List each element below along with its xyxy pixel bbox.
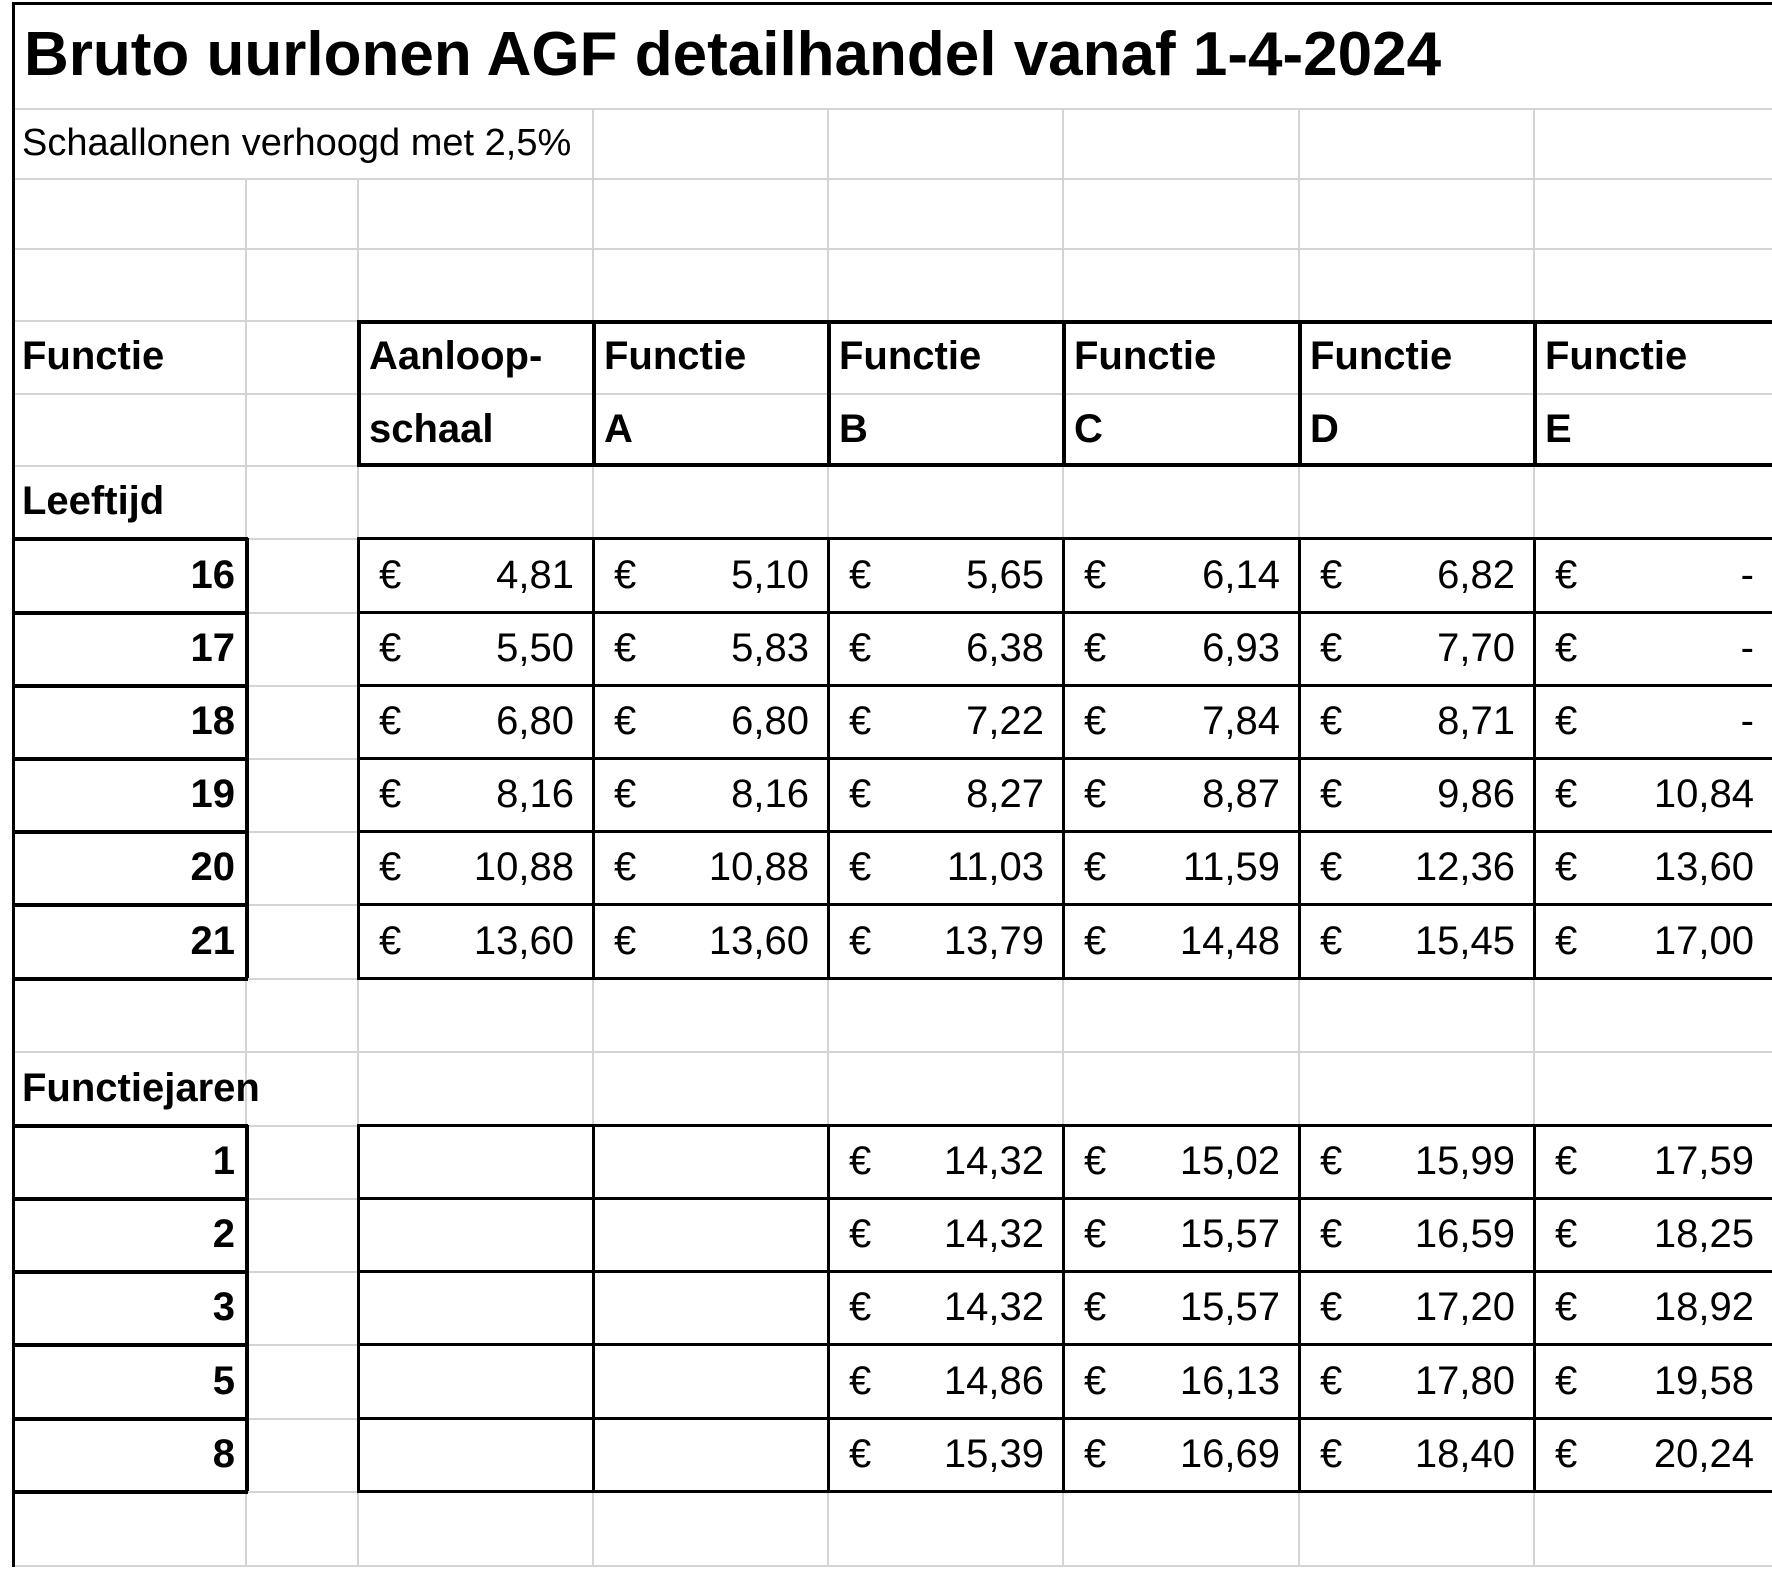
wage-value: 6,80 xyxy=(731,699,809,743)
wage-value: 5,50 xyxy=(496,626,574,670)
column-header-1-line1: Aanloop- xyxy=(369,334,543,378)
currency-symbol: € xyxy=(1555,1285,1578,1329)
currency-symbol: € xyxy=(1320,1358,1343,1403)
currency-symbol: € xyxy=(379,845,402,889)
wage-value: 13,60 xyxy=(473,918,574,963)
row-key: 18 xyxy=(190,699,235,743)
currency-symbol: € xyxy=(614,626,637,670)
currency-symbol: € xyxy=(1320,845,1343,889)
currency-symbol: € xyxy=(379,552,402,597)
wage-value: 7,84 xyxy=(1202,699,1280,743)
currency-symbol: € xyxy=(1084,1285,1107,1329)
row-key: 3 xyxy=(212,1285,235,1329)
cell-border xyxy=(1533,320,1537,465)
row-key: 21 xyxy=(190,918,235,963)
cell-border xyxy=(245,1125,249,1491)
wage-value: 8,27 xyxy=(966,772,1044,816)
currency-symbol: € xyxy=(1555,626,1578,670)
column-header-5-line2: D xyxy=(1310,406,1339,451)
row-key: 17 xyxy=(190,626,235,670)
wage-value: 15,57 xyxy=(1179,1212,1280,1256)
wage-value: 14,48 xyxy=(1179,918,1280,963)
wage-value: 7,70 xyxy=(1437,626,1515,670)
currency-symbol: € xyxy=(379,918,402,963)
currency-symbol: € xyxy=(849,918,872,963)
currency-symbol: € xyxy=(379,699,402,743)
cell-border xyxy=(1298,1125,1301,1491)
wage-value: 15,39 xyxy=(943,1432,1044,1476)
row-key: 2 xyxy=(212,1212,235,1256)
section-label-2: Functiejaren xyxy=(22,1065,260,1110)
wage-value: 5,83 xyxy=(731,626,809,670)
wage-value: 10,84 xyxy=(1653,772,1754,816)
cell-border xyxy=(1533,1125,1536,1491)
cell-border xyxy=(1298,320,1302,465)
wage-value: 6,82 xyxy=(1437,552,1515,597)
currency-symbol: € xyxy=(1320,552,1343,597)
wage-value: 18,25 xyxy=(1653,1212,1754,1256)
currency-symbol: € xyxy=(849,1212,872,1256)
currency-symbol: € xyxy=(614,845,637,889)
wage-value: 14,32 xyxy=(943,1285,1044,1329)
section-label-1: Leeftijd xyxy=(22,479,165,523)
wage-value: 6,93 xyxy=(1202,626,1280,670)
currency-symbol: € xyxy=(1555,1212,1578,1256)
currency-symbol: € xyxy=(1320,1212,1343,1256)
currency-symbol: € xyxy=(849,1285,872,1329)
wage-value: 7,22 xyxy=(966,699,1044,743)
currency-symbol: € xyxy=(614,699,637,743)
wage-value: 4,81 xyxy=(496,552,574,597)
gridline xyxy=(12,178,1772,180)
currency-symbol: € xyxy=(1084,772,1107,816)
wage-value: - xyxy=(1740,626,1754,670)
wage-value: 8,71 xyxy=(1437,699,1515,743)
wage-value: 6,14 xyxy=(1202,552,1280,597)
wage-value: 17,80 xyxy=(1414,1358,1515,1403)
row-key: 19 xyxy=(190,772,235,816)
wage-value: 13,79 xyxy=(943,918,1044,963)
column-header-6-line2: E xyxy=(1545,406,1572,451)
wage-value: 13,60 xyxy=(708,918,809,963)
currency-symbol: € xyxy=(1084,699,1107,743)
currency-symbol: € xyxy=(849,1358,872,1403)
currency-symbol: € xyxy=(1555,552,1578,597)
currency-symbol: € xyxy=(1084,1139,1107,1183)
wage-value: 5,10 xyxy=(731,552,809,597)
wage-value: 19,58 xyxy=(1653,1358,1754,1403)
column-header-2-line2: A xyxy=(604,406,633,451)
currency-symbol: € xyxy=(1084,552,1107,597)
currency-symbol: € xyxy=(1084,1358,1107,1403)
wage-value: 5,65 xyxy=(966,552,1044,597)
wage-value: 15,02 xyxy=(1179,1139,1280,1183)
wage-value: 15,45 xyxy=(1414,918,1515,963)
wage-value: 6,38 xyxy=(966,626,1044,670)
currency-symbol: € xyxy=(614,772,637,816)
currency-symbol: € xyxy=(849,699,872,743)
currency-symbol: € xyxy=(1084,918,1107,963)
wage-value: 17,00 xyxy=(1653,918,1754,963)
wage-value: 10,88 xyxy=(708,845,809,889)
page-title: Bruto uurlonen AGF detailhandel vanaf 1-4-2024 xyxy=(24,19,1442,89)
currency-symbol: € xyxy=(1555,772,1578,816)
currency-symbol: € xyxy=(1555,699,1578,743)
cell-border xyxy=(1062,320,1066,465)
column-header-4-line2: C xyxy=(1074,406,1103,451)
gridline xyxy=(12,1565,1772,1567)
currency-symbol: € xyxy=(1320,918,1343,963)
wage-value: 16,13 xyxy=(1179,1358,1280,1403)
column-header-5-line1: Functie xyxy=(1310,334,1453,378)
cell-border xyxy=(827,320,831,465)
wage-value: - xyxy=(1740,552,1754,597)
wage-value: 13,60 xyxy=(1653,845,1754,889)
currency-symbol: € xyxy=(849,845,872,889)
currency-symbol: € xyxy=(849,626,872,670)
wage-value: 12,36 xyxy=(1414,845,1515,889)
wage-value: 16,69 xyxy=(1179,1432,1280,1476)
wage-value: - xyxy=(1740,699,1754,743)
wage-value: 14,32 xyxy=(943,1139,1044,1183)
cell-border xyxy=(592,320,596,465)
cell-border xyxy=(592,1125,595,1491)
currency-symbol: € xyxy=(1084,1432,1107,1476)
wage-value: 8,87 xyxy=(1202,772,1280,816)
currency-symbol: € xyxy=(1084,1212,1107,1256)
currency-symbol: € xyxy=(1555,845,1578,889)
wage-value: 15,57 xyxy=(1179,1285,1280,1329)
wage-value: 14,32 xyxy=(943,1212,1044,1256)
column-header-6-line1: Functie xyxy=(1545,334,1688,378)
wage-value: 15,99 xyxy=(1414,1139,1515,1183)
row-key: 20 xyxy=(190,845,235,889)
cell-border xyxy=(357,320,361,465)
row-key: 8 xyxy=(212,1432,235,1476)
currency-symbol: € xyxy=(849,552,872,597)
row-key: 16 xyxy=(190,552,235,597)
row-key: 5 xyxy=(212,1358,235,1403)
currency-symbol: € xyxy=(1320,1139,1343,1183)
currency-symbol: € xyxy=(1084,626,1107,670)
cell-border xyxy=(357,1125,360,1491)
currency-symbol: € xyxy=(379,772,402,816)
currency-symbol: € xyxy=(614,552,637,597)
currency-symbol: € xyxy=(1555,1358,1578,1403)
currency-symbol: € xyxy=(1320,1285,1343,1329)
currency-symbol: € xyxy=(614,918,637,963)
currency-symbol: € xyxy=(1084,845,1107,889)
wage-value: 10,88 xyxy=(473,845,574,889)
wage-value: 6,80 xyxy=(496,699,574,743)
wage-value: 18,40 xyxy=(1414,1432,1515,1476)
column-header-3-line2: B xyxy=(839,406,868,451)
wage-value: 9,86 xyxy=(1437,772,1515,816)
wage-value: 17,59 xyxy=(1653,1139,1754,1183)
row-key: 1 xyxy=(212,1139,235,1183)
currency-symbol: € xyxy=(849,772,872,816)
currency-symbol: € xyxy=(1555,918,1578,963)
currency-symbol: € xyxy=(1320,1432,1343,1476)
column-header-2-line1: Functie xyxy=(604,334,747,378)
gridline xyxy=(12,248,1772,250)
currency-symbol: € xyxy=(1555,1432,1578,1476)
wage-value: 20,24 xyxy=(1653,1432,1754,1476)
wage-value: 16,59 xyxy=(1414,1212,1515,1256)
currency-symbol: € xyxy=(1555,1139,1578,1183)
currency-symbol: € xyxy=(1320,626,1343,670)
column-header-3-line1: Functie xyxy=(839,334,982,378)
column-header-1-line2: schaal xyxy=(369,406,494,451)
wage-value: 14,86 xyxy=(943,1358,1044,1403)
currency-symbol: € xyxy=(849,1139,872,1183)
wage-value: 18,92 xyxy=(1653,1285,1754,1329)
row-header-label: Functie xyxy=(22,334,165,378)
currency-symbol: € xyxy=(1320,699,1343,743)
currency-symbol: € xyxy=(1320,772,1343,816)
currency-symbol: € xyxy=(379,626,402,670)
cell-border xyxy=(827,1125,830,1491)
column-header-4-line1: Functie xyxy=(1074,334,1217,378)
currency-symbol: € xyxy=(849,1432,872,1476)
wage-value: 8,16 xyxy=(731,772,809,816)
subtitle: Schaallonen verhoogd met 2,5% xyxy=(22,121,572,164)
wage-value: 11,59 xyxy=(1182,845,1280,889)
wage-value: 17,20 xyxy=(1414,1285,1515,1329)
cell-border xyxy=(1062,1125,1065,1491)
wage-value: 11,03 xyxy=(946,845,1044,889)
wage-value: 8,16 xyxy=(496,772,574,816)
